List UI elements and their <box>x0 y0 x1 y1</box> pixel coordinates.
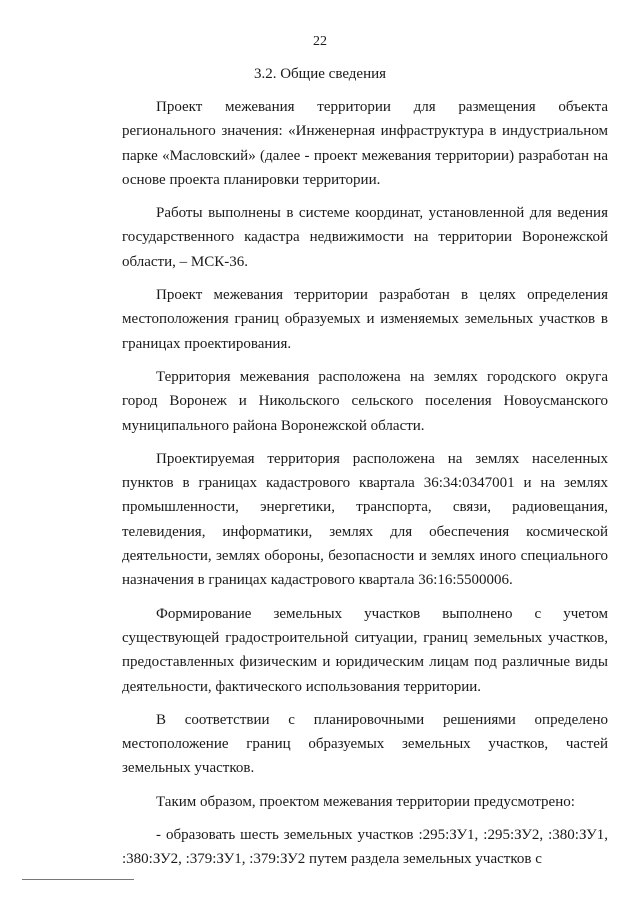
paragraph-project-goal: Проект межевания территории разработан в целях определения местоположения границ образуемых и изменяемых земельных участков в границах проектирования. <box>122 287 608 352</box>
paragraph-territory-location: Территория межевания расположена на землях городского округа город Воронеж и Никольского сельского поселения Новоусманского муниципального района Воронежской области. <box>122 368 608 434</box>
paragraph-plot-division: - образовать шесть земельных участков :295:ЗУ1, :295:ЗУ2, :380:ЗУ1, :380:ЗУ2, :379:ЗУ1, :379:ЗУ2 путем раздела земельных участков с <box>122 827 608 868</box>
paragraph-summary-intro: Таким образом, проектом межевания территории предусмотрено: <box>156 793 575 810</box>
section-heading: 3.2. Общие сведения <box>253 66 387 82</box>
paragraph-project-purpose: Проект межевания территории для размещения объекта регионального значения: «Инженерная инфраструктура в индустриальном парке «Масловский» (далее - проект межевания территории) разработан на основе проекта планировки территории. <box>122 99 608 188</box>
page-number: 22 <box>313 34 327 49</box>
footer-rule <box>22 879 134 880</box>
paragraph-coordinate-system: Работы выполнены в системе координат, установленной для ведения государственного кадастра недвижимости на территории Воронежской области, – МСК-36. <box>122 205 608 270</box>
document-body <box>122 95 608 872</box>
paragraph-plot-formation: Формирование земельных участков выполнено с учетом существующей градостроительной ситуации, границ земельных участков, предоставленных физическим и юридическим лицам под различные виды деятельности, фактического использования территории. <box>122 605 608 695</box>
paragraph-planning-decisions: В соответствии с планировочными решениями определено местоположение границ образуемых земельных участков, частей земельных участков. <box>122 711 608 777</box>
paragraph-land-categories: Проектируемая территория расположена на землях населенных пунктов в границах кадастрового квартала 36:34:0347001 и на землях промышленности, энергетики, транспорта, связи, радиовещания, телевидения, информатики, землях для обеспечения космической деятельности, землях обороны, безопасности и землях иного специального назначения в границах кадастрового квартала 36:16:5500006. <box>122 450 608 589</box>
